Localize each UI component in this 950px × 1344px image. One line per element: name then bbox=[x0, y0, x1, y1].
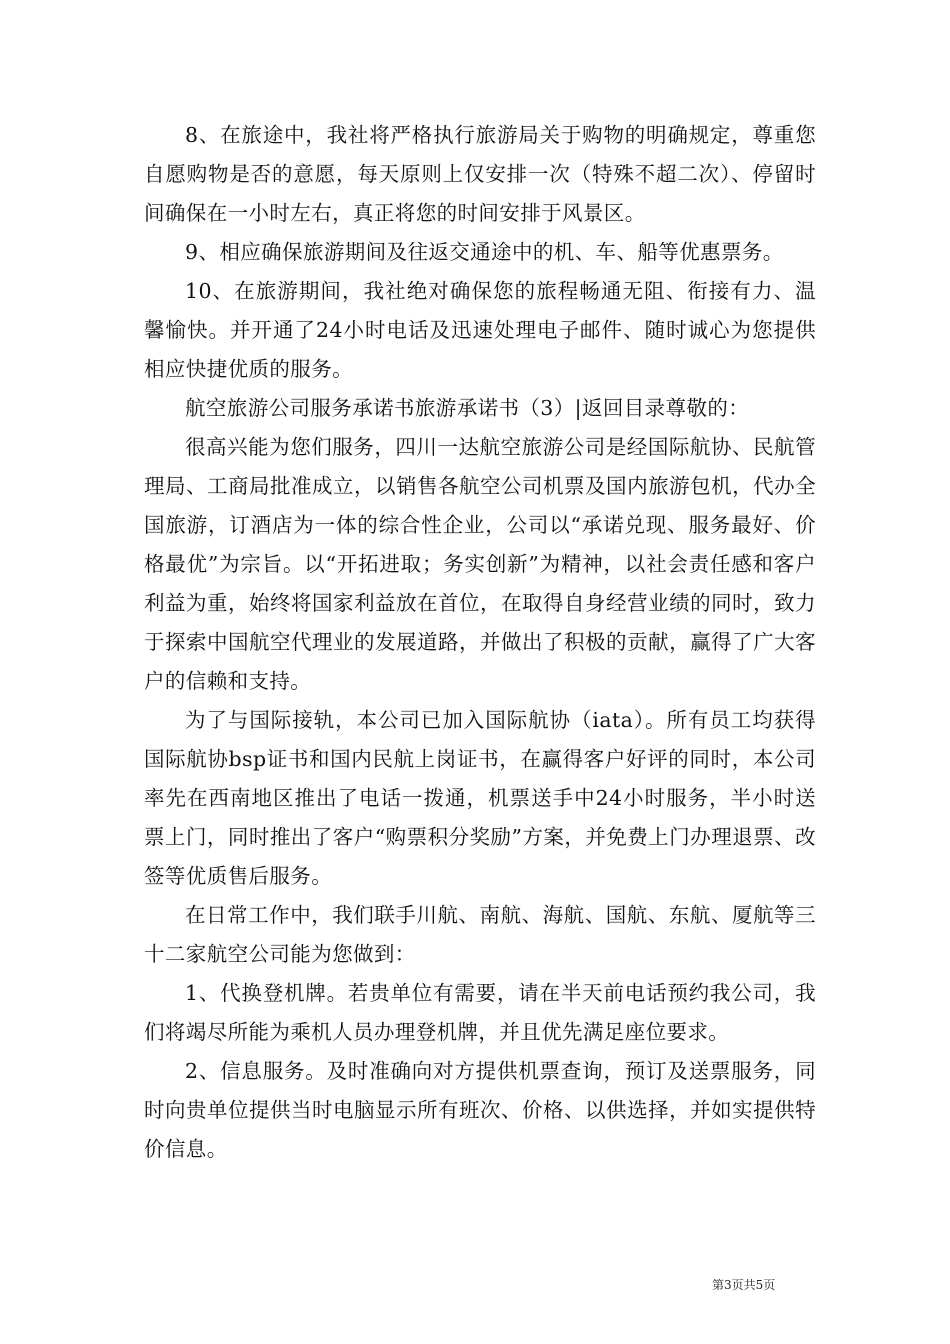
paragraph-item-10: 10、在旅游期间，我社绝对确保您的旅程畅通无阻、衔接有力、温馨愉快。并开通了24小时电话及迅速处理电子邮件、随时诚心为您提供相应快捷优质的服务。 bbox=[144, 279, 816, 381]
paragraph-service-2: 2、信息服务。及时准确向对方提供机票查询，预订及送票服务，同时向贵单位提供当时电脑显示所有班次、价格、以供选择，并如实提供特价信息。 bbox=[144, 1059, 816, 1161]
document-body bbox=[144, 116, 816, 1169]
page-number: 第3页共5页 bbox=[712, 1278, 776, 1292]
paragraph-iata: 为了与国际接轨，本公司已加入国际航协（iata）。所有员工均获得国际航协bsp证书和国内民航上岗证书，在赢得客户好评的同时，本公司率先在西南地区推出了电话一拨通，机票送手中24小时服务，半小时送票上门，同时推出了客户“购票积分奖励”方案，并免费上门办理退票、改签等优质售后服务。 bbox=[144, 708, 816, 888]
section-heading: 航空旅游公司服务承诺书旅游承诺书（3）|返回目录尊敬的： bbox=[185, 396, 750, 420]
paragraph-item-9: 9、相应确保旅游期间及往返交通途中的机、车、船等优惠票务。 bbox=[185, 240, 784, 264]
paragraph-item-8: 8、在旅途中，我社将严格执行旅游局关于购物的明确规定，尊重您自愿购物是否的意愿，每天原则上仅安排一次（特殊不超二次）、停留时间确保在一小时左右，真正将您的时间安排于风景区。 bbox=[144, 123, 816, 225]
paragraph-daily-work: 在日常工作中，我们联手川航、南航、海航、国航、东航、厦航等三十二家航空公司能为您做到： bbox=[144, 903, 816, 966]
paragraph-service-1: 1、代换登机牌。若贵单位有需要，请在半天前电话预约我公司，我们将竭尽所能为乘机人员办理登机牌，并且优先满足座位要求。 bbox=[144, 981, 816, 1044]
paragraph-company-intro: 很高兴能为您们服务，四川一达航空旅游公司是经国际航协、民航管理局、工商局批准成立，以销售各航空公司机票及国内旅游包机，代办全国旅游，订酒店为一体的综合性企业，公司以“承诺兑现、服务最好、价格最优”为宗旨。以“开拓进取；务实创新”为精神，以社会责任感和客户利益为重，始终将国家利益放在首位，在取得自身经营业绩的同时，致力于探索中国航空代理业的发展道路，并做出了积极的贡献，赢得了广大客户的信赖和支持。 bbox=[144, 435, 816, 693]
